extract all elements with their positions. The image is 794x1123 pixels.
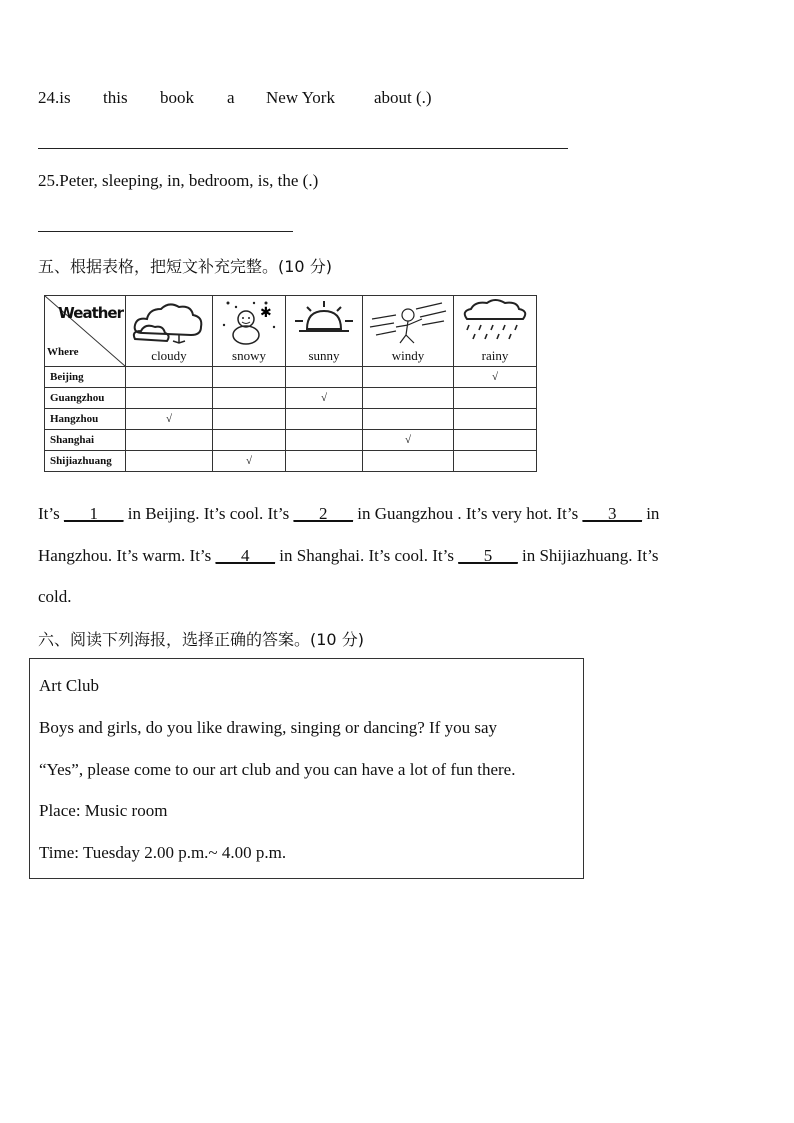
snowman-icon (216, 297, 282, 345)
wind-icon (366, 297, 450, 345)
check-cell (126, 388, 213, 409)
weather-label: windy (391, 348, 425, 363)
check-cell (454, 409, 537, 430)
question-25: 25.Peter, sleeping, in, bedroom, is, the (.) (38, 171, 319, 190)
passage-text: in Beijing. It’s cool. It’s (123, 504, 294, 523)
check-cell (363, 367, 454, 388)
answer-line-24 (38, 148, 568, 149)
table-row (45, 430, 537, 451)
blank-1: ___1___ (63, 504, 124, 523)
passage-text: in (641, 504, 660, 523)
check-cell (213, 430, 286, 451)
check-cell (286, 367, 363, 388)
check-cell (363, 451, 454, 472)
corner-where-label: Where (47, 346, 79, 358)
q24-word: a (227, 88, 235, 107)
passage-line-3: cold. (38, 587, 72, 606)
section-6-heading: 六、阅读下列海报，选择正确的答案。(10 分) (38, 630, 364, 649)
cloud-icon (129, 297, 209, 345)
weather-label: snowy (232, 348, 266, 363)
weather-header-snowy (213, 296, 286, 367)
city-cell: Shanghai (45, 430, 126, 451)
rain-cloud-icon (457, 297, 533, 345)
city-cell: Guangzhou (45, 388, 126, 409)
city-cell: Shijiazhuang (45, 451, 126, 472)
q24-word: this (103, 88, 128, 107)
passage-text: It’s (38, 504, 64, 523)
section-5-heading: 五、根据表格，把短文补充完整。(10 分) (38, 257, 332, 276)
poster-line: Boys and girls, do you like drawing, singing or dancing? If you say (39, 718, 497, 737)
city-cell: Hangzhou (45, 409, 126, 430)
q24-word: book (160, 88, 194, 107)
q24-word: New York (266, 88, 335, 107)
weather-header-cloudy (126, 296, 213, 367)
poster-title: Art Club (39, 676, 99, 695)
check-cell: √ (454, 367, 537, 388)
check-cell: √ (363, 430, 454, 451)
weather-header-sunny (286, 296, 363, 367)
check-cell (213, 388, 286, 409)
table-corner-cell (45, 296, 126, 367)
check-cell (126, 451, 213, 472)
check-cell (363, 388, 454, 409)
passage-line-2 (38, 546, 658, 566)
check-cell: √ (213, 451, 286, 472)
svg-text:✱: ✱ (260, 305, 272, 321)
weather-label: rainy (481, 348, 509, 363)
check-cell (286, 451, 363, 472)
passage-text: in Guangzhou . It’s very hot. It’s (352, 504, 583, 523)
blank-3: ___3___ (582, 504, 642, 523)
check-cell (454, 388, 537, 409)
check-cell: √ (126, 409, 213, 430)
q24-number: 24.is (38, 88, 71, 107)
passage-text: in Shijiazhuang. It’s (517, 546, 659, 565)
table-row (45, 367, 537, 388)
poster-place: Place: Music room (39, 801, 168, 820)
check-cell (213, 409, 286, 430)
weather-label: cloudy (151, 348, 187, 363)
answer-line-25 (38, 231, 293, 232)
blank-2: ___2___ (293, 504, 353, 523)
check-cell (213, 367, 286, 388)
weather-label: sunny (308, 348, 340, 363)
passage-text: Hangzhou. It’s warm. It’s (38, 546, 216, 565)
poster-line: “Yes”, please come to our art club and you can have a lot of fun there. (39, 760, 516, 779)
weather-header-rainy (454, 296, 537, 367)
corner-weather-label: Weather (58, 304, 123, 322)
check-cell (363, 409, 454, 430)
poster-time: Time: Tuesday 2.00 p.m.~ 4.00 p.m. (39, 843, 287, 862)
check-cell (126, 367, 213, 388)
check-cell (454, 430, 537, 451)
table-row (45, 451, 537, 472)
blank-4: ___4___ (215, 546, 276, 565)
weather-header-windy (363, 296, 454, 367)
weather-table (44, 295, 537, 472)
table-row (45, 409, 537, 430)
blank-5: ___5___ (458, 546, 518, 565)
check-cell: √ (286, 388, 363, 409)
city-cell: Beijing (45, 367, 126, 388)
passage-line-1 (38, 504, 659, 524)
q24-word: about (.) (374, 88, 432, 107)
check-cell (286, 430, 363, 451)
check-cell (126, 430, 213, 451)
sun-icon (289, 297, 359, 345)
passage-text: in Shanghai. It’s cool. It’s (275, 546, 459, 565)
table-row (45, 388, 537, 409)
check-cell (286, 409, 363, 430)
check-cell (454, 451, 537, 472)
art-club-poster (29, 658, 584, 879)
